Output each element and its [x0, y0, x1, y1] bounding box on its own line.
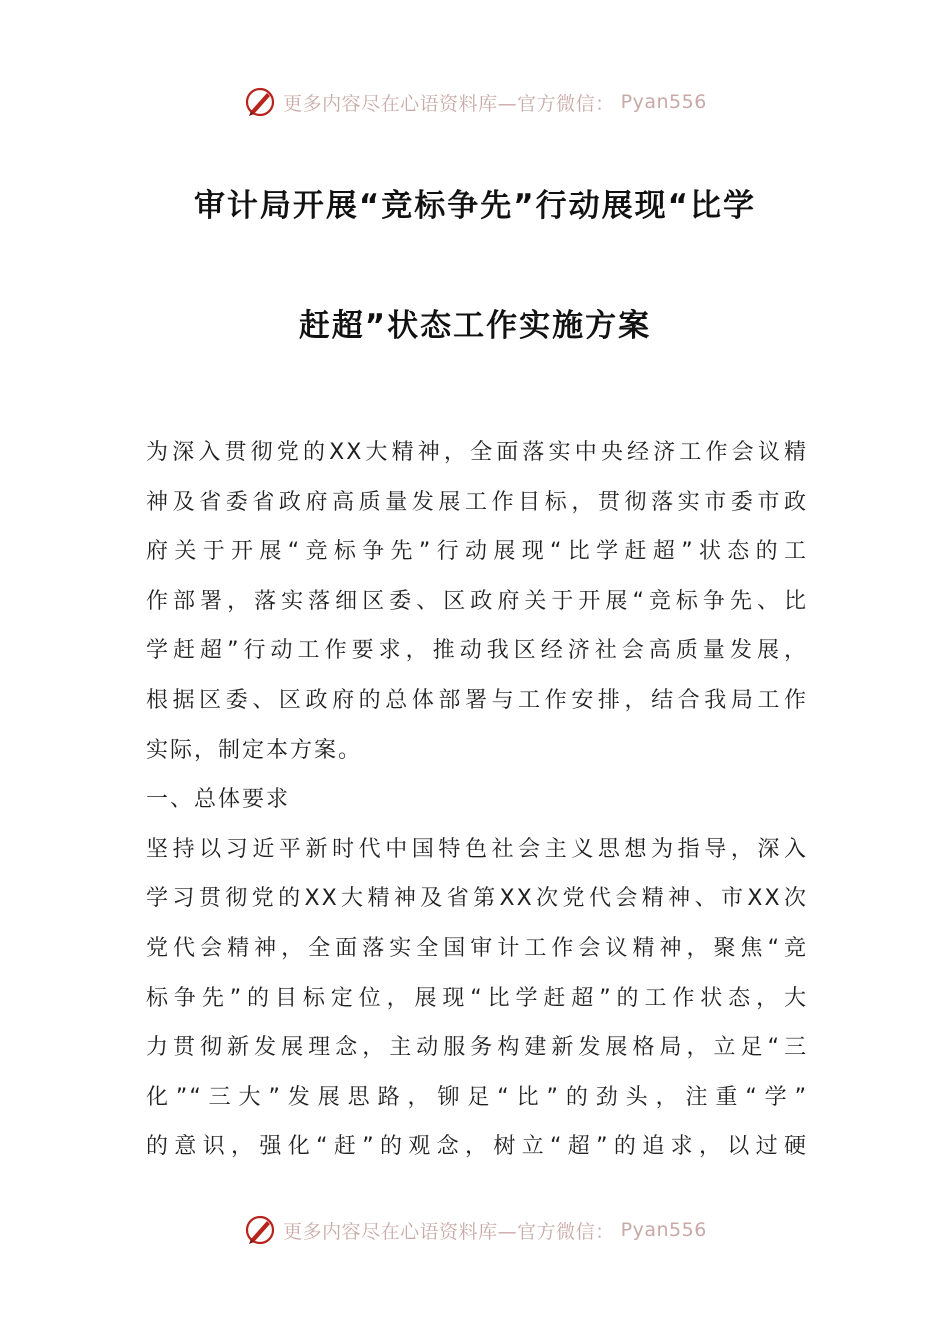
body-line: 根据区委、区政府的总体部署与工作安排，结合我局工作 — [146, 687, 808, 713]
body-line: 为深入贯彻党的XX大精神，全面落实中央经济工作会议精 — [146, 440, 808, 465]
body-line: 党代会精神，全面落实全国审计工作会议精神，聚焦“竞 — [146, 935, 808, 961]
watermark-text: 更多内容尽在心语资料库—官方微信： — [283, 92, 615, 115]
document-title-line-1: 审计局开展“竞标争先”行动展现“比学 — [193, 188, 757, 224]
body-line: 作部署，落实落细区委、区政府关于开展“竞标争先、比 — [146, 588, 808, 614]
body-line: 化”“三大”发展思路，铆足“比”的劲头，注重“学” — [146, 1084, 808, 1110]
body-line: 府关于开展“竞标争先”行动展现“比学赶超”状态的工 — [146, 539, 808, 565]
body-line: 实际，制定本方案。 — [146, 737, 363, 763]
body-line: 学赶超”行动工作要求，推动我区经济社会高质量发展， — [146, 638, 808, 664]
body-line: 标争先”的目标定位，展现“比学赶超”的工作状态，大 — [146, 985, 808, 1011]
document-body — [146, 428, 808, 1172]
body-line: 学习贯彻党的XX大精神及省第XX次党代会精神、市XX次 — [146, 886, 808, 912]
body-line: 力贯彻新发展理念，主动服务构建新发展格局，立足“三 — [146, 1035, 808, 1061]
body-line: 神及省委省政府高质量发展工作目标，贯彻落实市委市政 — [146, 489, 808, 515]
pen-logo-icon — [243, 1213, 277, 1247]
document-title-line-2: 赶超”状态工作实施方案 — [298, 308, 652, 344]
watermark-text: 更多内容尽在心语资料库—官方微信： — [283, 1220, 615, 1243]
watermark-header — [0, 82, 950, 122]
pen-logo-icon — [243, 85, 277, 119]
body-line: 的意识，强化“赶”的观念，树立“超”的追求，以过硬 — [146, 1134, 808, 1160]
watermark-wechat-id: Pyan556 — [620, 91, 707, 113]
body-line: 坚持以习近平新时代中国特色社会主义思想为指导，深入 — [146, 836, 808, 862]
section-heading: 一、总体要求 — [146, 787, 291, 813]
watermark-footer — [0, 1210, 950, 1250]
watermark-wechat-id: Pyan556 — [620, 1219, 707, 1241]
